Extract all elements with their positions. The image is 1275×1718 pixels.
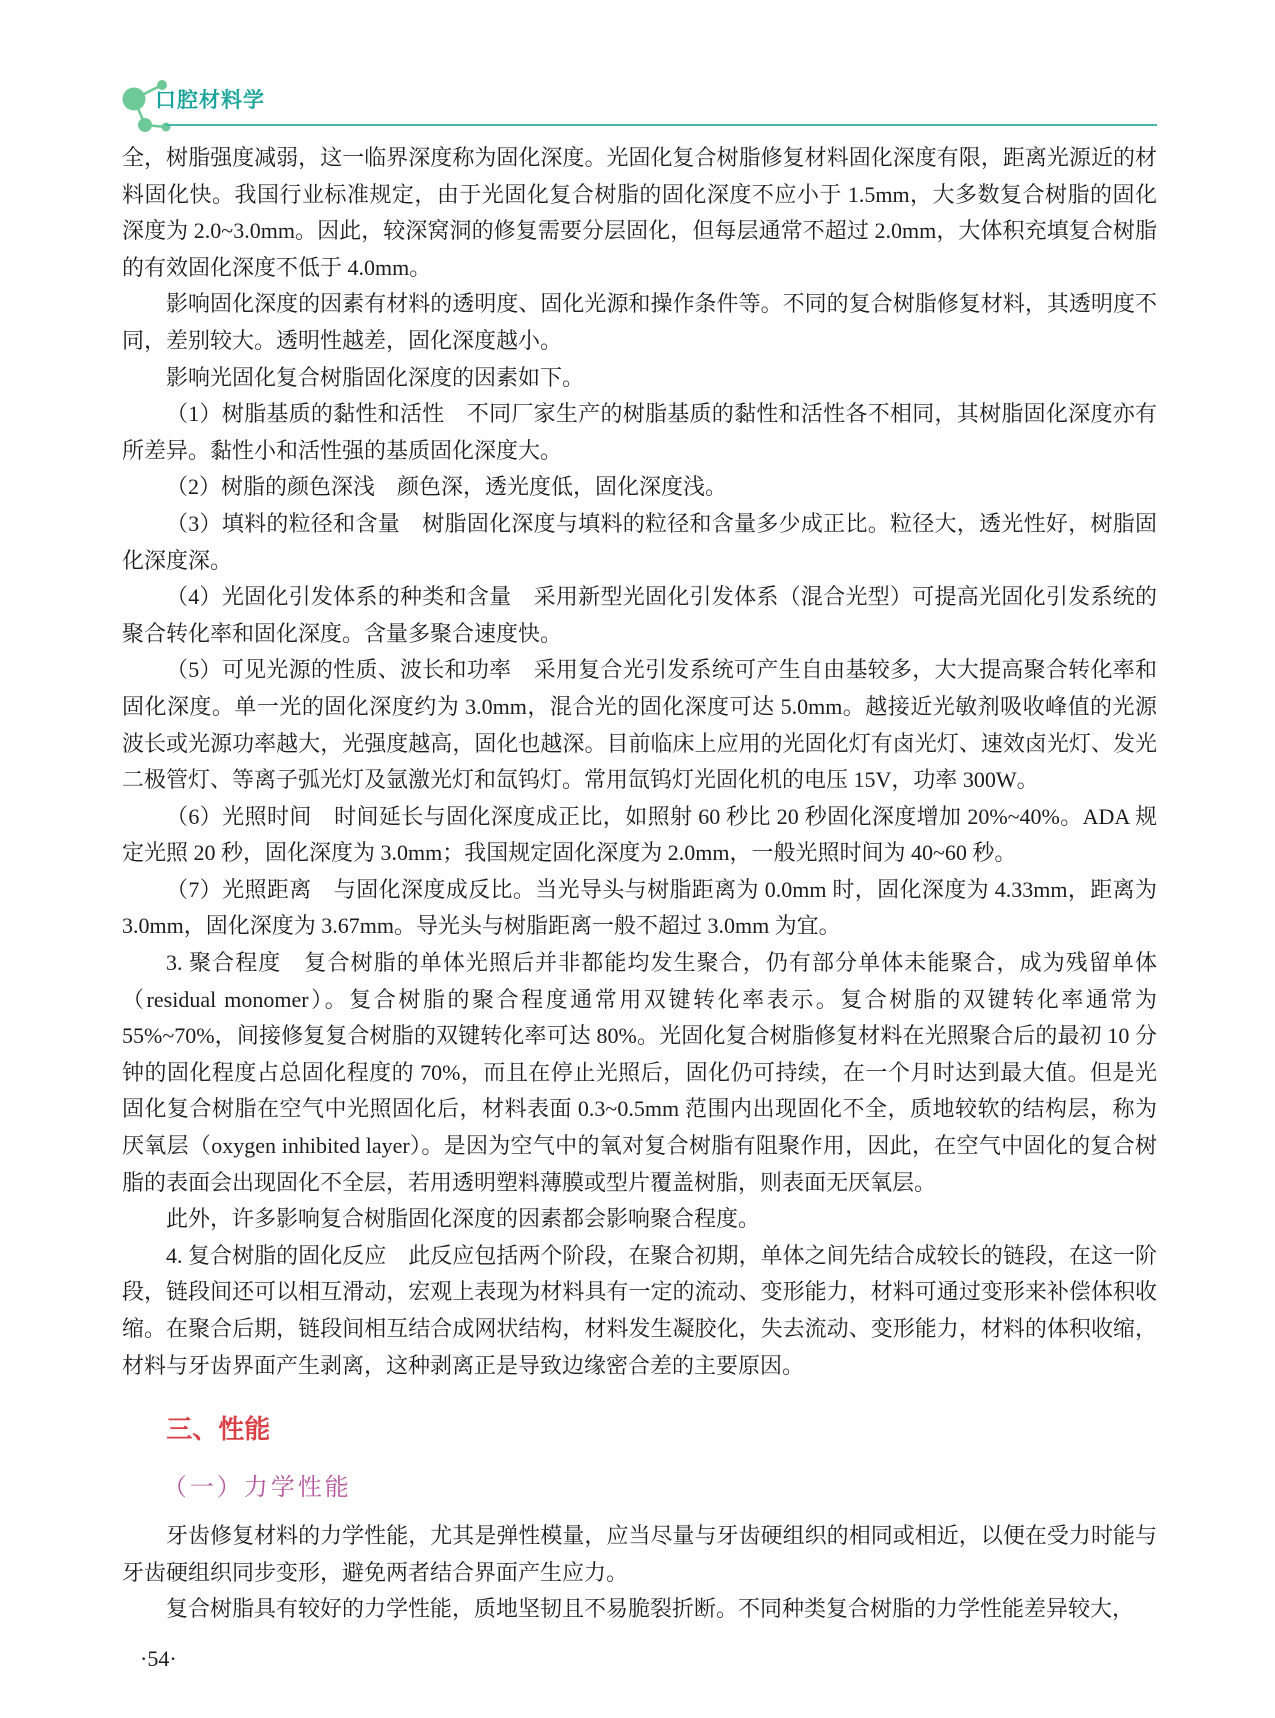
list-item-7: （7）光照距离 与固化深度成反比。当光导头与树脂距离为 0.0mm 时，固化深度为 4.33mm，距离为 3.0mm，固化深度为 3.67mm。导光头与树脂距离一般不超过 3.0mm 为宜。 [122, 876, 1157, 939]
list-item-3: （3）填料的粒径和含量 树脂固化深度与填料的粒径和含量多少成正比。粒径大，透光性好，树脂固化深度深。 [122, 510, 1157, 573]
book-title: 口腔材料学 [155, 89, 265, 112]
list-item-5: （5）可见光源的性质、波长和功率 采用复合光引发系统可产生自由基较多，大大提高聚合转化率和固化深度。单一光的固化深度约为 3.0mm，混合光的固化深度可达 5.0mm。越接近光敏剂吸收峰值的光源波长或光源功率越大，光强度越高，固化也越深。目前临床上应用的光固化灯有卤光灯、速效卤光灯、发光二极管灯、等离子弧光灯及氩激光灯和氙钨灯。常用氙钨灯光固化机的电压 15V，功率 300W。 [122, 657, 1157, 793]
list-item-1: （1）树脂基质的黏性和活性 不同厂家生产的树脂基质的黏性和活性各不相同，其树脂固化深度亦有所差异。黏性小和活性强的基质固化深度大。 [122, 401, 1157, 463]
paragraph: 影响光固化复合树脂固化深度的因素如下。 [166, 364, 585, 390]
list-item-6: （6）光照时间 时间延长与固化深度成正比，如照射 60 秒比 20 秒固化深度增加 20%~40%。ADA 规定光照 20 秒，固化深度为 3.0mm；我国规定固化深度为 2.0mm，一般光照时间为 40~60 秒。 [122, 803, 1157, 866]
paragraph: 牙齿修复材料的力学性能，尤其是弹性模量，应当尽量与牙齿硬组织的相同或相近，以便在受力时能与牙齿硬组织同步变形，避免两者结合界面产生应力。 [122, 1523, 1157, 1585]
paragraph: 此外，许多影响复合树脂固化深度的因素都会影响聚合程度。 [166, 1206, 761, 1232]
page-number: ·54· [140, 1646, 177, 1671]
paragraph-curing-reaction: 4. 复合树脂的固化反应 此反应包括两个阶段，在聚合初期，单体之间先结合成较长的链段，在这一阶段，链段间还可以相互滑动，宏观上表现为材料具有一定的流动、变形能力，材料可通过变形来补偿体积收缩。在聚合后期，链段间相互结合成网状结构，材料发生凝胶化，失去流动、变形能力，材料的体积收缩，材料与牙齿界面产生剥离，这种剥离正是导致边缘密合差的主要原因。 [122, 1242, 1157, 1378]
paragraph-polymerization-degree: 3. 聚合程度 复合树脂的单体光照后并非都能均发生聚合，仍有部分单体未能聚合，成为残留单体（residual monomer）。复合树脂的聚合程度通常用双键转化率表示。复合树脂的双键转化率通常为 55%~70%，间接修复复合树脂的双键转化率可达 80%。光固化复合树脂修复材料在光照聚合后的最初 10 分钟的固化程度占总固化程度的 70%，而且在停止光照后，固化仍可持续，在一个月时达到最大值。但是光固化复合树脂在空气中光照固化后，材料表面 0.3~0.5mm 范围内出现固化不全，质地较软的结构层，称为厌氧层（oxygen inhibited layer）。是因为空气中的氧对复合树脂有阻聚作用，因此，在空气中固化的复合树脂的表面会出现固化不全层，若用透明塑料薄膜或型片覆盖树脂，则表面无厌氧层。 [122, 950, 1157, 1195]
list-item-2: （2）树脂的颜色深浅 颜色深，透光度低，固化深度浅。 [166, 474, 728, 500]
list-item-4: （4）光固化引发体系的种类和含量 采用新型光固化引发体系（混合光型）可提高光固化引发系统的聚合转化率和固化深度。含量多聚合速度快。 [122, 584, 1157, 646]
paragraph: 影响固化深度的因素有材料的透明度、固化光源和操作条件等。不同的复合树脂修复材料，其透明度不同，差别较大。透明性越差，固化深度越小。 [122, 291, 1157, 353]
page-content [122, 140, 1157, 1628]
paragraph-continuation: 全，树脂强度减弱，这一临界深度称为固化深度。光固化复合树脂修复材料固化深度有限，距离光源近的材料固化快。我国行业标准规定，由于光固化复合树脂的固化深度不应小于 1.5mm，大多数复合树脂的固化深度为 2.0~3.0mm。因此，较深窝洞的修复需要分层固化，但每层通常不超过 2.0mm，大体积充填复合树脂的有效固化深度不低于 4.0mm。 [122, 145, 1157, 280]
page-header [0, 0, 1275, 130]
paragraph: 复合树脂具有较好的力学性能，质地坚韧且不易脆裂折断。不同种类复合树脂的力学性能差异较大， [166, 1596, 1135, 1622]
subsection-heading-mechanical: （一）力学性能 [162, 1475, 352, 1502]
header-rule [165, 124, 1157, 126]
section-heading-performance: 三、性能 [166, 1414, 271, 1445]
